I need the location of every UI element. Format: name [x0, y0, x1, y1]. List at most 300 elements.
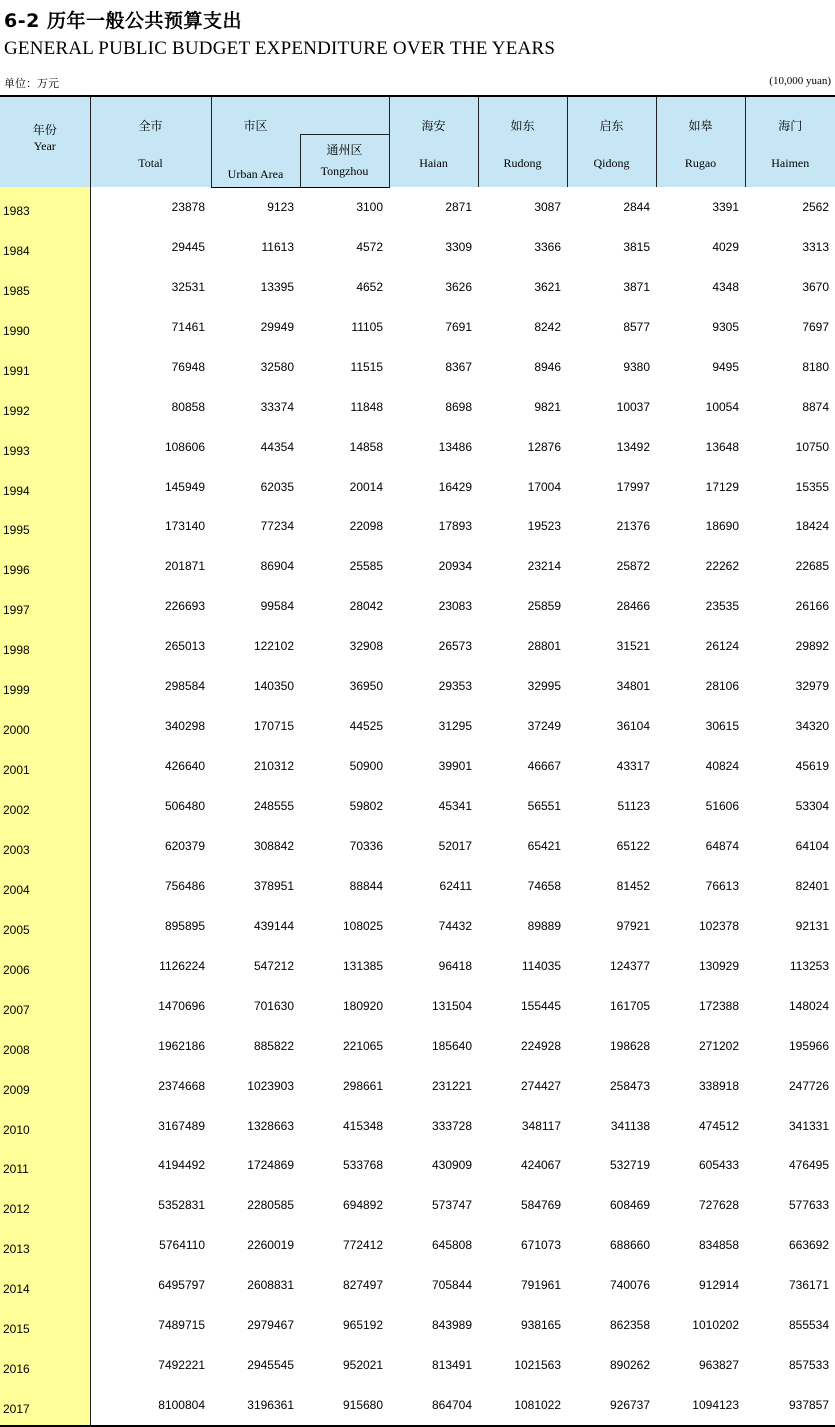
cell-haimen: 855534: [788, 1318, 830, 1333]
cell-rudong: 56551: [527, 799, 562, 814]
unit-label-english: (10,000 yuan): [769, 75, 831, 87]
cell-year: 1995: [0, 507, 90, 547]
header-urban-group: 市区: [211, 96, 389, 135]
cell-haian: 430909: [431, 1158, 473, 1173]
cell-rudong: 9821: [534, 399, 562, 414]
cell-total: 340298: [164, 719, 205, 734]
cell-rudong: 74658: [527, 878, 562, 893]
cell-year: 2009: [0, 1066, 90, 1106]
cell-haimen: 32979: [795, 679, 830, 694]
cell-haimen: 7697: [802, 319, 830, 334]
cell-rudong: 114035: [521, 958, 562, 973]
cell-rugao: 172388: [698, 998, 740, 1013]
cell-tongzhou: 415348: [342, 1118, 384, 1133]
cell-rugao: 912914: [698, 1278, 740, 1293]
cell-urban-area: 9123: [267, 200, 294, 215]
cell-haian: 74432: [438, 918, 473, 933]
cell-urban-area: 1023903: [247, 1078, 294, 1093]
cell-haian: 185640: [431, 1038, 473, 1053]
cell-rudong: 46667: [527, 759, 562, 774]
cell-rudong: 89889: [527, 918, 562, 933]
cell-haian: 131504: [431, 998, 473, 1013]
cell-year: 1997: [0, 586, 90, 626]
cell-urban-area: 248555: [253, 799, 294, 814]
cell-urban-area: 13395: [260, 279, 294, 294]
cell-haian: 52017: [438, 838, 473, 853]
header-haimen: 海门 Haimen: [745, 96, 835, 187]
cell-rudong: 671073: [520, 1238, 562, 1253]
cell-rudong: 28801: [527, 639, 562, 654]
table-row: [0, 706, 835, 746]
cell-qidong: 21376: [616, 519, 651, 534]
cell-urban-area: 32580: [260, 359, 294, 374]
cell-rudong: 348117: [521, 1118, 562, 1133]
cell-urban-area: 11613: [261, 239, 294, 254]
cell-tongzhou: 131385: [342, 958, 384, 973]
cell-urban-area: 1724869: [247, 1158, 294, 1173]
cell-urban-area: 2945545: [247, 1358, 294, 1373]
cell-total: 5352831: [158, 1198, 205, 1213]
cell-total: 145949: [164, 479, 205, 494]
cell-tongzhou: 108025: [342, 918, 384, 933]
cell-haimen: 8180: [802, 359, 830, 374]
table-row: [0, 347, 835, 387]
cell-urban-area: 99584: [260, 599, 294, 614]
cell-haian: 26573: [438, 639, 473, 654]
cell-year: 1994: [0, 467, 90, 507]
table-row: [0, 746, 835, 786]
cell-tongzhou: 11105: [351, 319, 384, 334]
cell-urban-area: 308842: [253, 838, 294, 853]
table-row: [0, 986, 835, 1026]
cell-qidong: 8577: [623, 319, 651, 334]
cell-qidong: 740076: [609, 1278, 651, 1293]
cell-total: 108606: [164, 439, 205, 454]
cell-haimen: 10750: [795, 439, 830, 454]
cell-rugao: 727628: [698, 1198, 740, 1213]
cell-rudong: 938165: [520, 1318, 562, 1333]
cell-urban-area: 885822: [253, 1038, 294, 1053]
cell-haimen: 45619: [795, 759, 830, 774]
table-row: [0, 267, 835, 307]
cell-tongzhou: 298661: [342, 1078, 384, 1093]
cell-year: 1998: [0, 626, 90, 666]
cell-total: 226693: [164, 599, 205, 614]
cell-qidong: 31521: [616, 639, 651, 654]
cell-tongzhou: 694892: [342, 1198, 384, 1213]
cell-haimen: 857533: [788, 1358, 830, 1373]
cell-rugao: 22262: [705, 559, 740, 574]
cell-tongzhou: 965192: [342, 1318, 384, 1333]
cell-urban-area: 140350: [253, 679, 294, 694]
cell-haian: 45341: [438, 799, 473, 814]
cell-total: 506480: [164, 799, 205, 814]
page-title-english: GENERAL PUBLIC BUDGET EXPENDITURE OVER THE YEARS: [4, 38, 556, 59]
cell-tongzhou: 14858: [349, 439, 384, 454]
table-row: [0, 626, 835, 666]
cell-qidong: 3871: [623, 279, 651, 294]
cell-year: 2010: [0, 1106, 90, 1146]
cell-haimen: 15355: [795, 479, 830, 494]
cell-rudong: 65421: [527, 838, 562, 853]
header-urban-area: Urban Area: [211, 135, 300, 188]
cell-tongzhou: 3100: [356, 200, 384, 215]
cell-total: 173140: [164, 519, 205, 534]
cell-haian: 20934: [438, 559, 473, 574]
cell-haian: 39901: [438, 759, 473, 774]
cell-urban-area: 2280585: [247, 1198, 294, 1213]
cell-year: 1999: [0, 666, 90, 706]
cell-qidong: 28466: [616, 599, 651, 614]
cell-tongzhou: 952021: [342, 1358, 384, 1373]
table-body: [0, 187, 835, 1426]
cell-rugao: 605433: [698, 1158, 740, 1173]
table-row: [0, 187, 835, 227]
cell-haimen: 663692: [788, 1238, 830, 1253]
cell-rugao: 23535: [705, 599, 740, 614]
cell-qidong: 65122: [616, 838, 651, 853]
cell-total: 895895: [164, 918, 205, 933]
cell-total: 1126224: [159, 958, 205, 973]
cell-haimen: 8874: [802, 399, 830, 414]
cell-qidong: 161705: [609, 998, 651, 1013]
table-row: [0, 387, 835, 427]
header-qidong: 启东 Qidong: [567, 96, 656, 187]
cell-haimen: 29892: [795, 639, 830, 654]
cell-urban-area: 170715: [253, 719, 294, 734]
cell-rudong: 19523: [527, 519, 562, 534]
table-row: [0, 586, 835, 626]
cell-haian: 843989: [431, 1318, 473, 1333]
cell-total: 32531: [171, 279, 205, 294]
cell-urban-area: 378951: [253, 878, 294, 893]
cell-urban-area: 701630: [253, 998, 294, 1013]
cell-qidong: 258473: [609, 1078, 651, 1093]
cell-tongzhou: 25585: [349, 559, 384, 574]
cell-haimen: 53304: [795, 799, 830, 814]
cell-year: 2007: [0, 986, 90, 1026]
cell-rugao: 963827: [698, 1358, 740, 1373]
cell-qidong: 862358: [609, 1318, 651, 1333]
cell-tongzhou: 20014: [349, 479, 384, 494]
cell-urban-area: 2608831: [247, 1278, 294, 1293]
cell-urban-area: 86904: [260, 559, 294, 574]
cell-tongzhou: 772412: [342, 1238, 384, 1253]
cell-rugao: 102378: [698, 918, 740, 933]
cell-rudong: 3366: [534, 239, 562, 254]
cell-qidong: 81452: [616, 878, 651, 893]
cell-year: 1991: [0, 347, 90, 387]
cell-haian: 813491: [431, 1358, 473, 1373]
cell-rudong: 23214: [527, 559, 562, 574]
cell-rudong: 17004: [527, 479, 562, 494]
cell-haimen: 577633: [788, 1198, 830, 1213]
cell-haimen: 113253: [789, 958, 830, 973]
cell-haimen: 82401: [795, 878, 830, 893]
cell-rudong: 224928: [520, 1038, 562, 1053]
cell-tongzhou: 11515: [350, 359, 384, 374]
cell-year: 2002: [0, 786, 90, 826]
cell-tongzhou: 180920: [342, 998, 384, 1013]
cell-rugao: 4348: [712, 279, 740, 294]
cell-total: 426640: [164, 759, 205, 774]
cell-urban-area: 44354: [260, 439, 294, 454]
cell-tongzhou: 221065: [342, 1038, 384, 1053]
cell-rudong: 584769: [520, 1198, 562, 1213]
cell-year: 1984: [0, 227, 90, 267]
cell-qidong: 9380: [623, 359, 651, 374]
cell-urban-area: 33374: [260, 399, 294, 414]
table-row: [0, 1345, 835, 1385]
cell-qidong: 926737: [567, 1385, 656, 1426]
header-rudong: 如东 Rudong: [478, 96, 567, 187]
cell-qidong: 51123: [617, 799, 651, 814]
table-row: [0, 866, 835, 906]
table-row: [0, 1225, 835, 1265]
cell-haian: 13486: [438, 439, 473, 454]
cell-total: 23878: [171, 199, 205, 214]
cell-rugao: 28106: [705, 679, 740, 694]
cell-haian: 864704: [389, 1385, 478, 1426]
cell-year: 2008: [0, 1026, 90, 1066]
cell-tongzhou: 88844: [349, 878, 384, 893]
cell-rugao: 271202: [698, 1038, 740, 1053]
expenditure-table: [0, 95, 835, 1427]
table-row: [0, 1026, 835, 1066]
cell-qidong: 124377: [609, 958, 651, 973]
cell-total: 71461: [171, 319, 205, 334]
header-tongzhou: 通州区 Tongzhou: [300, 135, 389, 188]
table-row: [0, 826, 835, 866]
cell-tongzhou: 4572: [356, 239, 384, 254]
cell-year: 2011: [0, 1146, 90, 1186]
cell-urban-area: 77234: [260, 519, 294, 534]
cell-qidong: 17997: [616, 479, 651, 494]
cell-year: 1983: [0, 187, 90, 227]
cell-rugao: 51606: [705, 799, 740, 814]
cell-haian: 17893: [438, 519, 473, 534]
cell-year: 1985: [0, 267, 90, 307]
cell-tongzhou: 36950: [349, 679, 384, 694]
cell-rudong: 1021563: [514, 1358, 562, 1373]
cell-year: 2003: [0, 826, 90, 866]
cell-tongzhou: 59802: [349, 799, 384, 814]
cell-qidong: 25872: [616, 559, 651, 574]
cell-haian: 705844: [431, 1278, 473, 1293]
cell-qidong: 688660: [609, 1238, 651, 1253]
cell-qidong: 532719: [609, 1158, 651, 1173]
cell-haimen: 937857: [745, 1385, 835, 1426]
table-row: [0, 906, 835, 946]
cell-tongzhou: 70336: [349, 838, 384, 853]
cell-haimen: 2562: [802, 199, 830, 214]
cell-rugao: 834858: [698, 1238, 740, 1253]
page-title: 6-2 历年一般公共预算支出: [4, 10, 242, 32]
cell-haian: 8367: [445, 359, 473, 374]
cell-tongzhou: 32908: [349, 639, 384, 654]
cell-total: 756486: [164, 878, 205, 893]
cell-qidong: 13492: [616, 439, 651, 454]
cell-rudong: 12876: [527, 439, 562, 454]
cell-tongzhou: 50900: [349, 759, 384, 774]
cell-urban-area: 3196361: [211, 1385, 300, 1426]
cell-rugao: 40824: [705, 759, 740, 774]
cell-rugao: 18690: [705, 519, 740, 534]
cell-total: 8100804: [90, 1385, 211, 1426]
cell-urban-area: 210312: [253, 759, 294, 774]
cell-tongzhou: 827497: [342, 1278, 384, 1293]
cell-qidong: 36104: [616, 719, 651, 734]
cell-rugao: 1010202: [692, 1318, 740, 1333]
cell-rudong: 3621: [534, 279, 562, 294]
cell-qidong: 198628: [609, 1038, 651, 1053]
header-year: 年份 Year: [0, 96, 90, 187]
cell-haimen: 3313: [802, 239, 830, 254]
cell-rugao: 9495: [712, 359, 740, 374]
cell-haian: 62411: [439, 878, 473, 893]
cell-total: 298584: [164, 679, 205, 694]
cell-year: 2013: [0, 1225, 90, 1265]
cell-qidong: 890262: [609, 1358, 651, 1373]
table-row: [0, 1385, 835, 1426]
cell-year: 2001: [0, 746, 90, 786]
cell-year: 2015: [0, 1305, 90, 1345]
cell-haian: 16429: [438, 479, 473, 494]
table-row: [0, 1305, 835, 1345]
table-row: [0, 1106, 835, 1146]
cell-rudong: 1081022: [478, 1385, 567, 1426]
cell-haian: 7691: [445, 319, 473, 334]
cell-haimen: 148024: [788, 998, 830, 1013]
cell-tongzhou: 28042: [349, 599, 384, 614]
cell-total: 4194492: [158, 1158, 205, 1173]
cell-haian: 3626: [445, 279, 473, 294]
cell-haimen: 22685: [795, 559, 830, 574]
cell-rugao: 474512: [698, 1118, 740, 1133]
cell-haimen: 3670: [802, 279, 830, 294]
cell-year: 2004: [0, 866, 90, 906]
cell-rudong: 25859: [527, 599, 562, 614]
cell-urban-area: 62035: [260, 479, 294, 494]
cell-haimen: 64104: [795, 838, 830, 853]
cell-rudong: 8946: [534, 359, 562, 374]
cell-haimen: 247726: [788, 1078, 830, 1093]
cell-urban-area: 1328663: [247, 1118, 294, 1133]
cell-total: 265013: [164, 639, 205, 654]
cell-rudong: 424067: [520, 1158, 562, 1173]
cell-urban-area: 2979467: [247, 1318, 294, 1333]
cell-year: 2006: [0, 946, 90, 986]
cell-urban-area: 29949: [260, 319, 294, 334]
cell-rudong: 32995: [527, 679, 562, 694]
cell-year: 2016: [0, 1345, 90, 1385]
cell-haimen: 34320: [795, 719, 830, 734]
cell-tongzhou: 4652: [356, 279, 384, 294]
cell-year: 1996: [0, 546, 90, 586]
cell-rugao: 338918: [698, 1078, 740, 1093]
cell-haian: 96418: [438, 958, 473, 973]
cell-rudong: 791961: [520, 1278, 562, 1293]
cell-qidong: 3815: [623, 239, 651, 254]
cell-rugao: 76613: [705, 878, 740, 893]
table-row: [0, 507, 835, 547]
table-row: [0, 946, 835, 986]
cell-year: 2000: [0, 706, 90, 746]
cell-year: 2017: [0, 1385, 90, 1426]
cell-haimen: 195966: [788, 1038, 830, 1053]
table-row: [0, 666, 835, 706]
cell-rugao: 1094123: [656, 1385, 745, 1426]
cell-haimen: 92131: [795, 918, 830, 933]
cell-rudong: 8242: [534, 319, 562, 334]
cell-tongzhou: 533768: [342, 1158, 384, 1173]
cell-rugao: 4029: [712, 239, 740, 254]
cell-rugao: 30615: [705, 719, 740, 734]
cell-qidong: 341138: [610, 1118, 651, 1133]
cell-haimen: 341331: [788, 1118, 830, 1133]
table-row: [0, 1066, 835, 1106]
cell-haian: 333728: [431, 1118, 473, 1133]
cell-total: 80858: [171, 399, 205, 414]
cell-haian: 8698: [445, 399, 473, 414]
cell-qidong: 2844: [623, 199, 651, 214]
header-rugao: 如皋 Rugao: [656, 96, 745, 187]
cell-total: 620379: [164, 838, 205, 853]
cell-total: 76948: [171, 359, 205, 374]
cell-haimen: 736171: [788, 1278, 830, 1293]
cell-rudong: 155445: [520, 998, 562, 1013]
table-row: [0, 546, 835, 586]
cell-qidong: 608469: [609, 1198, 651, 1213]
cell-qidong: 10037: [616, 399, 651, 414]
cell-total: 5764110: [159, 1238, 205, 1253]
cell-rugao: 17129: [705, 479, 740, 494]
cell-year: 1993: [0, 427, 90, 467]
cell-haimen: 476495: [788, 1158, 830, 1173]
cell-qidong: 97921: [616, 918, 651, 933]
cell-year: 2005: [0, 906, 90, 946]
cell-tongzhou: 22098: [349, 519, 384, 534]
cell-year: 1990: [0, 307, 90, 347]
cell-urban-area: 439144: [253, 918, 294, 933]
table-row: [0, 427, 835, 467]
cell-total: 3167489: [158, 1118, 205, 1133]
cell-haian: 231221: [431, 1078, 473, 1093]
cell-tongzhou: 44525: [349, 719, 384, 734]
cell-rugao: 130929: [698, 958, 740, 973]
cell-rugao: 26124: [705, 639, 740, 654]
cell-rugao: 10054: [705, 399, 740, 414]
table-row: [0, 1146, 835, 1186]
cell-year: 1992: [0, 387, 90, 427]
cell-rugao: 9305: [712, 319, 740, 334]
cell-total: 29445: [171, 239, 205, 254]
cell-rudong: 274427: [520, 1078, 562, 1093]
cell-haian: 31295: [438, 719, 473, 734]
table-row: [0, 467, 835, 507]
cell-year: 2012: [0, 1185, 90, 1225]
cell-haian: 3309: [445, 239, 473, 254]
cell-rugao: 64874: [705, 838, 740, 853]
cell-rugao: 3391: [712, 199, 740, 214]
cell-haian: 29353: [438, 679, 473, 694]
cell-haimen: 18424: [795, 519, 830, 534]
table-row: [0, 307, 835, 347]
cell-qidong: 34801: [616, 679, 651, 694]
table-row: [0, 1185, 835, 1225]
unit-label: 单位：万元: [4, 77, 59, 90]
cell-haian: 2871: [445, 199, 473, 214]
